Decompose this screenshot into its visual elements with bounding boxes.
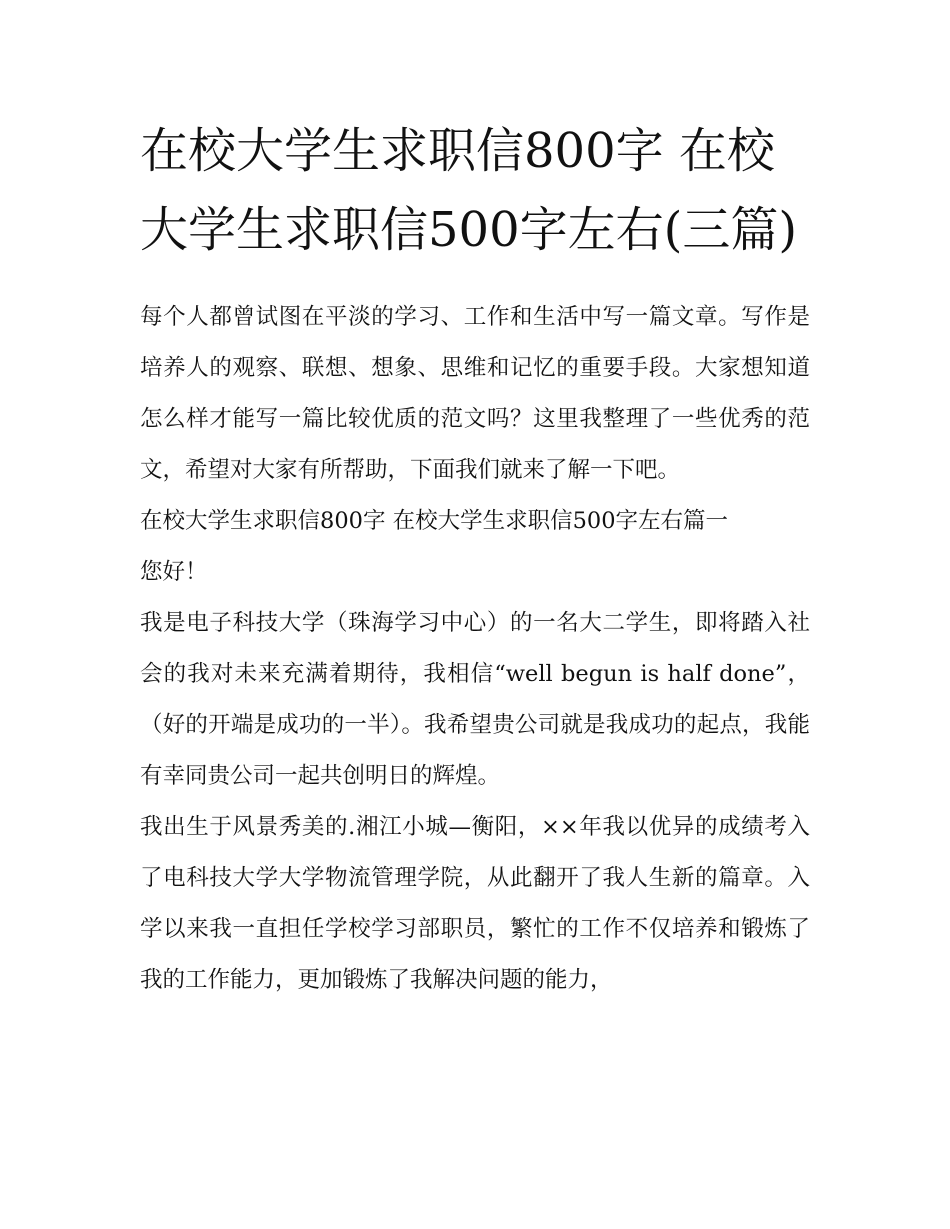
paragraph-self-introduction: 我是电子科技大学（珠海学习中心）的一名大二学生，即将踏入社会的我对未来充满着期待，我相信“well begun is half done”，（好的开端是成功的一半）。我希望贵公司就是我成功的起点，我能有幸同贵公司一起共创明日的辉煌。 [140, 610, 810, 789]
paragraph-greeting: 您好！ [140, 559, 208, 585]
paragraph-subheading: 在校大学生求职信800字 在校大学生求职信500字左右篇一 [140, 508, 729, 534]
document-title: 在校大学生求职信800字 在校大学生求职信500字左右(三篇) [140, 123, 798, 258]
document-body [140, 292, 810, 1006]
paragraph-intro: 每个人都曾试图在平淡的学习、工作和生活中写一篇文章。写作是培养人的观察、联想、想象、思维和记忆的重要手段。大家想知道怎么样才能写一篇比较优质的范文吗？这里我整理了一些优秀的范文，希望对大家有所帮助，下面我们就来了解一下吧。 [140, 304, 810, 483]
paragraph-background: 我出生于风景秀美的.湘江小城—衡阳，××年我以优异的成绩考入了电科技大学大学物流管理学院，从此翻开了我人生新的篇章。入学以来我一直担任学校学习部职员，繁忙的工作不仅培养和锻炼了我的工作能力，更加锻炼了我解决问题的能力， [140, 814, 810, 993]
